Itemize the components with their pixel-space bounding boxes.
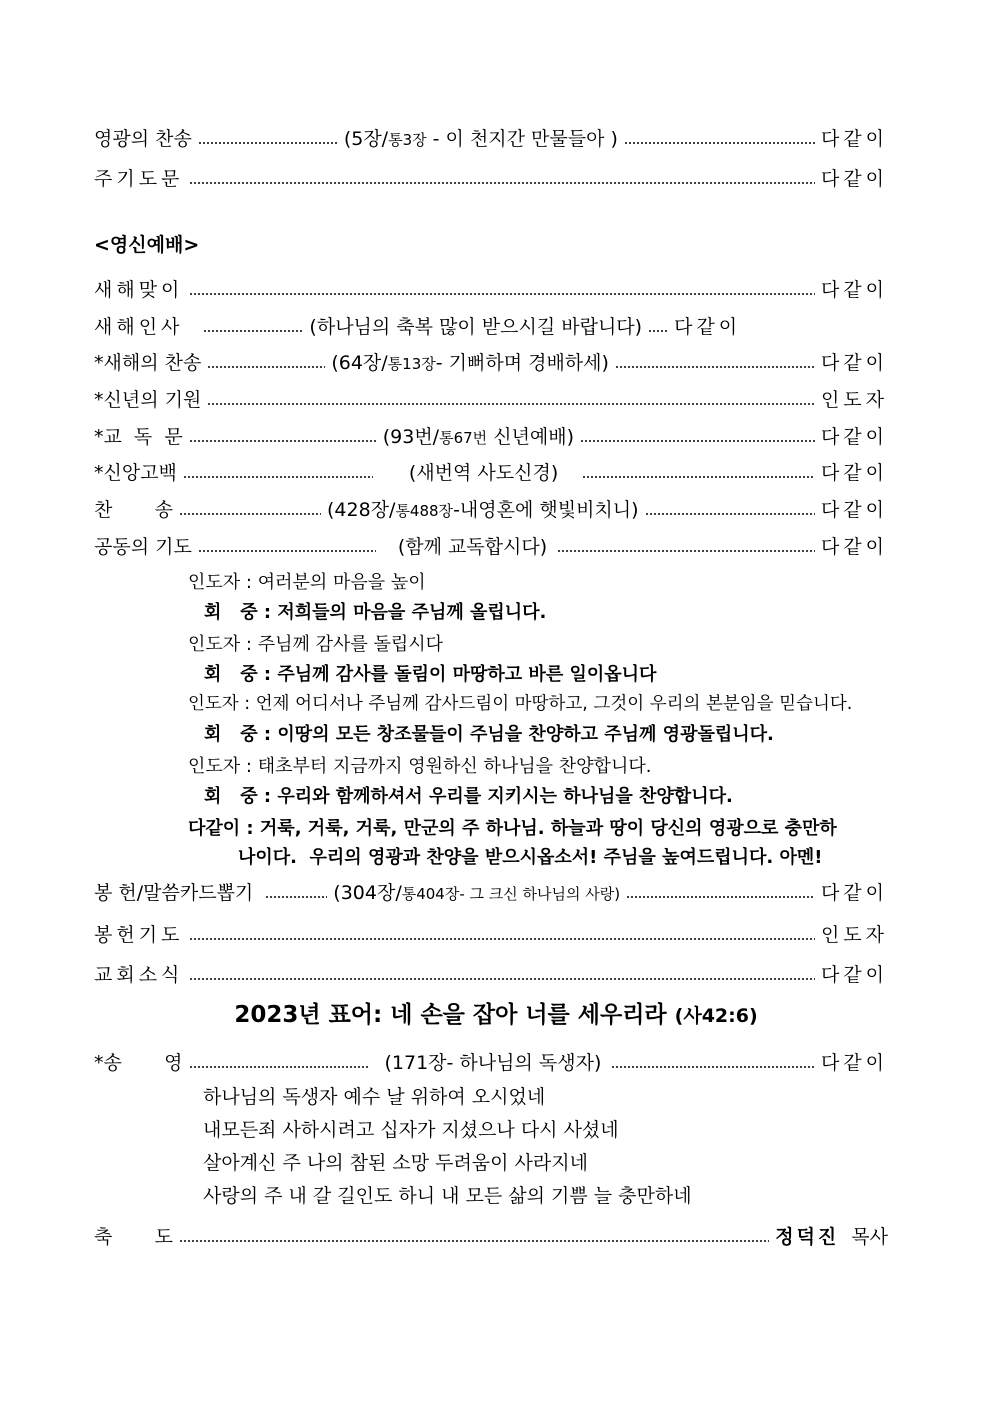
dot-leader [615,366,815,368]
dot-leader [189,440,377,442]
dot-leader [626,896,815,898]
order-row [94,958,888,988]
dot-leader [183,476,373,478]
reading-line: 회 중 : 우리와 함께하셔서 우리를 지키시는 하나님을 찬양합니다. [204,786,733,807]
order-label: *신년의 기원 [94,388,202,411]
order-detail: (428장/통488장-내영혼에 햇빛비치니) [327,498,639,521]
order-row [94,1220,888,1250]
order-label: 축 도 [94,1225,173,1248]
order-label: 봉 헌/말씀카드뽑기 [94,881,254,904]
dot-leader [624,142,815,144]
order-row [94,1046,888,1076]
reading-line: 인도자 : 태초부터 지금까지 영원하신 하나님을 찬양합니다. [188,756,652,777]
order-label: 영광의 찬송 [94,127,192,150]
dot-leader [179,1240,769,1242]
dot-leader [557,550,815,552]
order-leader: 다같이 [820,127,888,150]
order-row [94,456,888,486]
order-detail: (304장/통404장- 그 크신 하나님의 사랑) [333,881,621,904]
dot-leader [198,550,376,552]
dot-leader [189,938,815,940]
lyric-line: 하나님의 독생자 예수 날 위하여 오시었네 [203,1086,546,1108]
order-row [94,493,888,523]
order-row [94,530,888,560]
order-detail: (새번역 사도신경) [408,461,559,484]
reading-line: 인도자 : 여러분의 마음을 높이 [188,572,426,593]
dot-leader [580,440,815,442]
pastor-title: 목사 [851,1225,888,1248]
year-motto: 2023년 표어: 네 손을 잡아 너를 세우리라 (사42:6) [234,1002,758,1028]
order-row [94,346,888,376]
dot-leader [582,476,815,478]
dot-leader [189,293,815,295]
order-leader: 다같이 [820,425,888,448]
order-row [94,383,888,413]
order-label: 봉헌기도 [94,923,184,946]
dot-leader [648,330,668,332]
order-label: 새해맞이 [94,278,184,301]
order-detail: (171장- 하나님의 독생자) [384,1051,602,1074]
dot-leader [189,1066,369,1068]
order-detail: (함께 교독합시다) [397,535,548,558]
order-row [94,918,888,948]
reading-line: 인도자 : 언제 어디서나 주님께 감사드림이 마땅하고, 그것이 우리의 본분임을 믿습니다. [188,694,853,714]
order-leader: 다같이 [820,963,888,986]
lyric-line: 살아계신 주 나의 참된 소망 두려움이 사라지네 [203,1152,588,1174]
order-label: *새해의 찬송 [94,351,202,374]
order-leader: 다같이 [674,315,742,338]
order-detail: (5장/통3장 - 이 천지간 만물들아 ) [343,127,618,150]
order-row [94,876,888,906]
order-row [94,162,888,192]
order-detail: (64장/통13장- 기뻐하며 경배하세) [331,351,609,374]
dot-leader [645,513,815,515]
lyric-line: 내모든죄 사하시려고 십자가 지셨으나 다시 사셨네 [203,1119,619,1141]
section-title: <영신예배> [94,234,200,256]
order-detail: (하나님의 축복 많이 받으시길 바랍니다) [309,315,643,338]
dot-leader [265,896,327,898]
order-row [94,273,888,303]
dot-leader [203,330,303,332]
dot-leader [207,403,815,405]
order-leader: 인도자 [820,923,888,946]
order-leader: 다같이 [820,278,888,301]
dot-leader [611,1066,815,1068]
order-row [94,122,888,152]
reading-line: 회 중 : 이땅의 모든 창조물들이 주님을 찬양하고 주님께 영광돌립니다. [204,724,774,745]
order-row [94,310,888,340]
order-leader: 다같이 [820,461,888,484]
order-label: 교회소식 [94,963,184,986]
reading-line: 회 중 : 저희들의 마음을 주님께 올립니다. [204,602,547,623]
order-label: 찬 송 [94,498,173,521]
unison-line: 다같이 : 거룩, 거룩, 거룩, 만군의 주 하나님. 하늘과 땅이 당신의 영광으로 충만하 [188,818,837,839]
dot-leader [189,978,815,980]
order-leader: 다같이 [820,1051,888,1074]
dot-leader [189,182,815,184]
lyric-line: 사랑의 주 내 갈 길인도 하니 내 모든 삶의 기쁨 늘 충만하네 [203,1185,692,1207]
reading-line: 회 중 : 주님께 감사를 돌림이 마땅하고 바른 일이옵니다 [204,664,657,685]
order-label: 공동의 기도 [94,535,192,558]
order-row [94,420,888,450]
order-leader: 다같이 [820,535,888,558]
order-leader: 인도자 [820,388,888,411]
order-leader: 다같이 [820,498,888,521]
order-label: *신앙고백 [94,461,177,484]
order-label: *송 영 [94,1051,183,1074]
dot-leader [207,366,325,368]
dot-leader [198,142,338,144]
reading-line: 인도자 : 주님께 감사를 돌립시다 [188,634,444,655]
order-label: 새해인사 [94,315,184,338]
order-label: 주기도문 [94,167,184,190]
unison-line: 나이다. 우리의 영광과 찬양을 받으시옵소서! 주님을 높여드립니다. 아멘! [238,847,823,868]
order-detail: (93번/통67번 신년예배) [382,425,575,448]
pastor-name: 정덕진 [775,1225,840,1248]
dot-leader [179,513,321,515]
order-leader: 다같이 [820,881,888,904]
order-leader: 다같이 [820,167,888,190]
order-label: *교 독 문 [94,425,183,448]
order-leader: 다같이 [820,351,888,374]
